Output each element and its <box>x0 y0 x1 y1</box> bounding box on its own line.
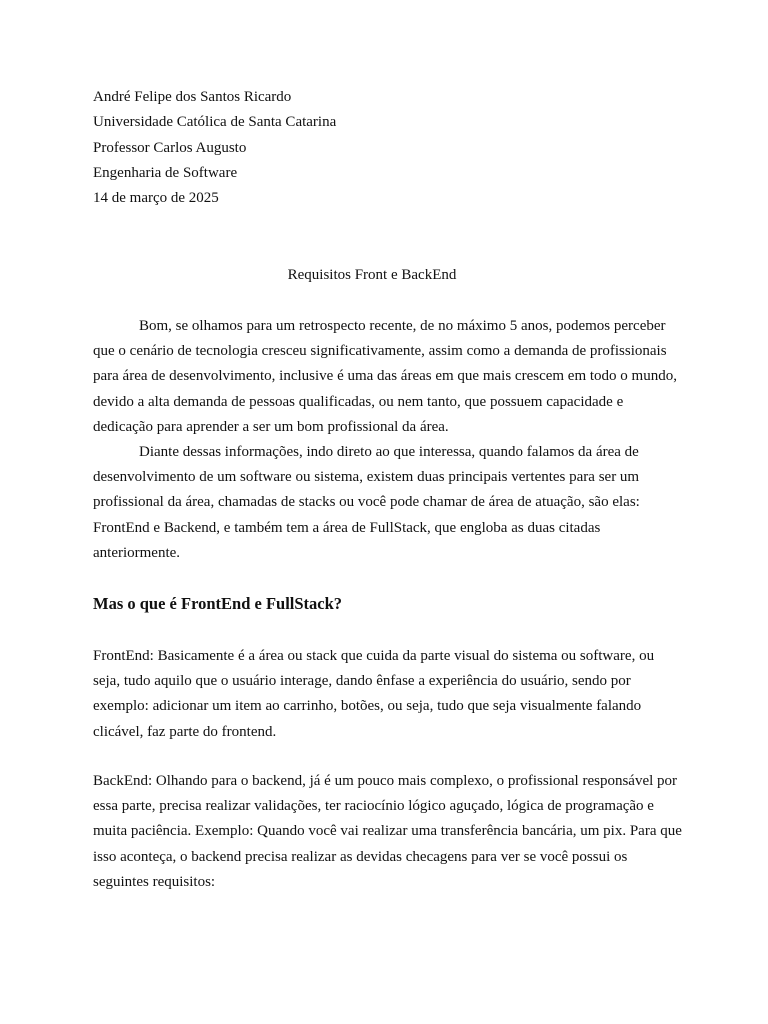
backend-section <box>93 769 683 895</box>
frontend-paragraph: FrontEnd: Basicamente é a área ou stack que cuida da parte visual do sistema ou software, ou seja, tudo aquilo que o usuário interage, dando ênfase a experiência do usuário, sendo por exemplo: adicionar um item ao carrinho, botões, ou seja, tudo que seja visualmente falando clicável, faz parte do frontend. <box>93 648 655 740</box>
intro-paragraph-2: Diante dessas informações, indo direto ao que interessa, quando falamos da área de desenvolvimento de um software ou sistema, existem duas principais vertentes para ser um profissional da área, chamadas de stacks ou você pode chamar de área de atuação, são elas: FrontEnd e Backend, e também tem a área de FullStack, que engloba as duas citadas anteriormente. <box>93 444 640 561</box>
backend-paragraph: BackEnd: Olhando para o backend, já é um pouco mais complexo, o profissional responsável por essa parte, precisa realizar validações, ter raciocínio lógico aguçado, lógica de programação e muita paciência. Exemplo: Quando você vai realizar uma transferência bancária, um pix. Para que isso aconteça, o backend precisa realizar as devidas checagens para ver se você possui os seguintes requisitos: <box>93 773 682 890</box>
frontend-section <box>93 644 683 745</box>
document-title: Requisitos Front e BackEnd <box>287 267 457 283</box>
university-name: Universidade Católica de Santa Catarina <box>93 114 337 131</box>
section-heading: Mas o que é FrontEnd e FullStack? <box>93 594 343 613</box>
intro-section <box>93 314 683 566</box>
course-name: Engenharia de Software <box>93 164 238 181</box>
intro-paragraph-1: Bom, se olhamos para um retrospecto recente, de no máximo 5 anos, podemos perceber que o cenário de tecnologia cresceu significativamente, assim como a demanda de profissionais para área de desenvolvimento, inclusive é uma das áreas em que mais crescem em todo o mundo, devido a alta demanda de pessoas qualificadas, ou nem tanto, que possuem capacidade e dedicação para aprender a ser um bom profissional da área. <box>93 318 677 435</box>
author-name: André Felipe dos Santos Ricardo <box>93 89 292 105</box>
professor-name: Professor Carlos Augusto <box>93 139 247 156</box>
document-header <box>93 85 693 211</box>
document-date: 14 de março de 2025 <box>93 190 219 207</box>
